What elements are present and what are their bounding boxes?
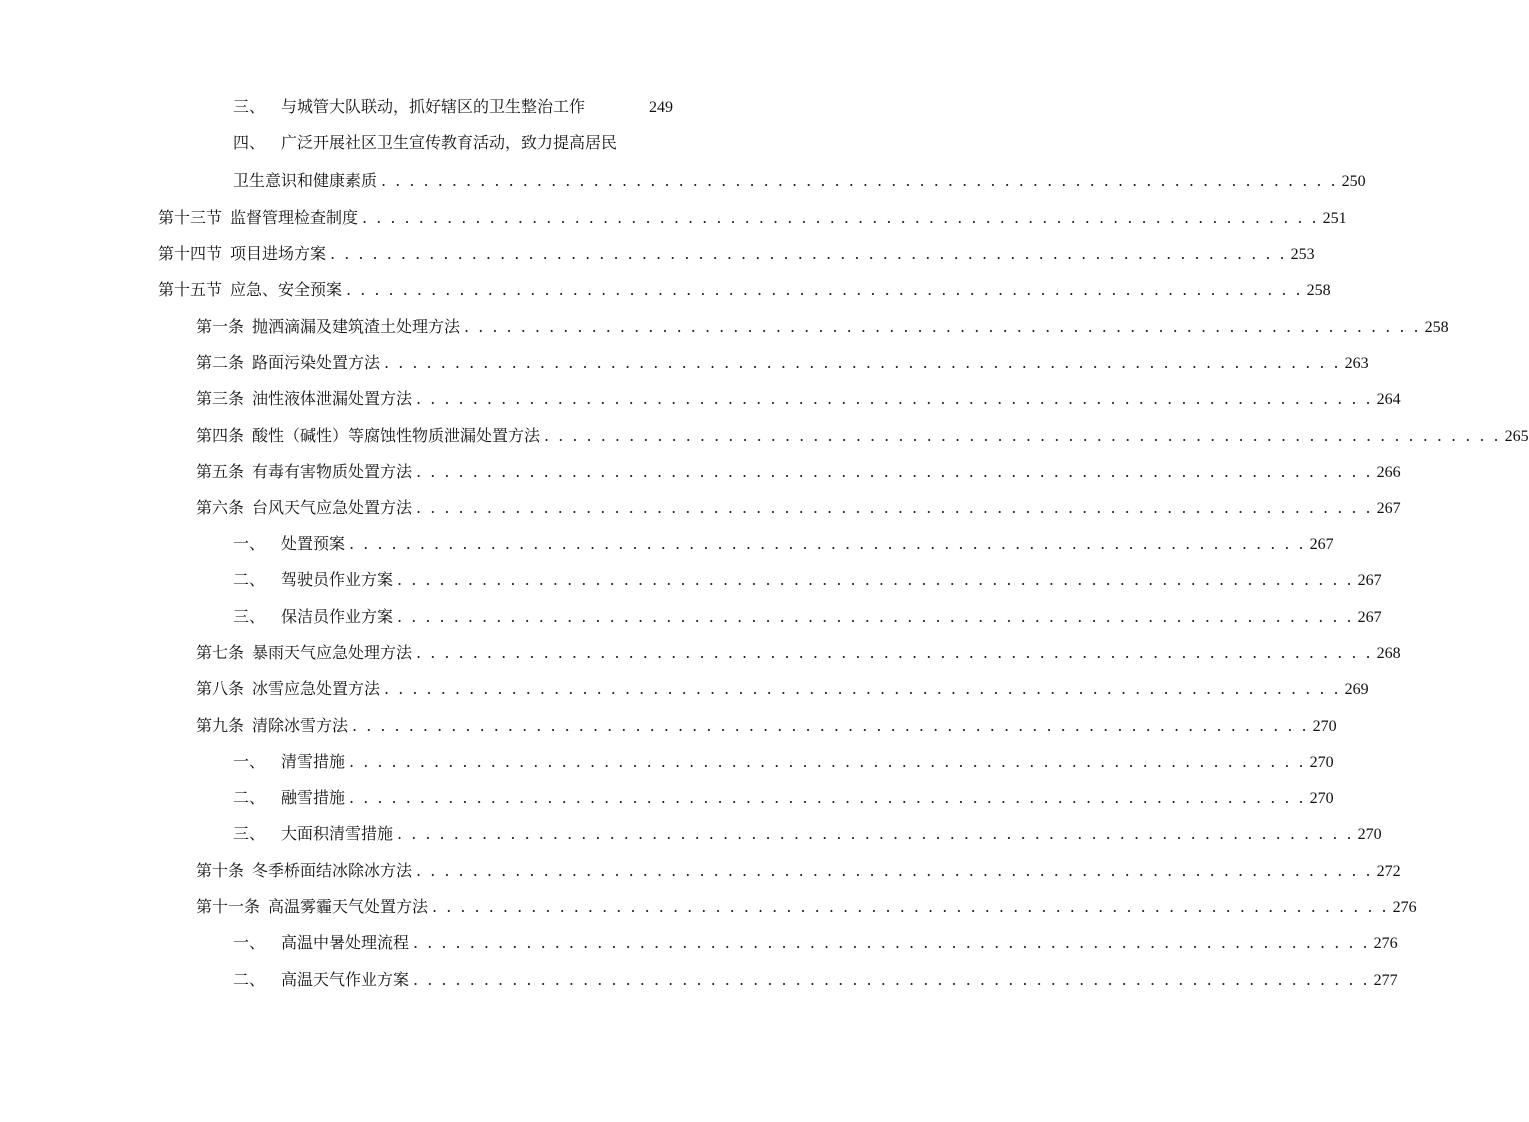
toc-entry-number: 三、 xyxy=(233,607,266,626)
toc-entry-page-number: 276 xyxy=(1392,899,1417,916)
toc-leader-dots: . . . . . . . . . . . . . . . . . . . . . . . . . . . . . . . . . . . . . . . . . . . . . . . . . . . . . . . . . . . . . . . . . . . . xyxy=(384,679,1341,698)
toc-entry[interactable] xyxy=(196,860,1401,882)
toc-entry-title: 高温中暑处理流程 xyxy=(281,933,410,952)
toc-entry-number: 二、 xyxy=(233,788,266,807)
toc-entry-page-number: 250 xyxy=(1341,173,1366,190)
toc-entry[interactable] xyxy=(196,896,1417,918)
toc-leader-dots: . . . . . . . . . . . . . . . . . . . . . . . . . . . . . . . . . . . . . . . . . . . . . . . . . . . . . . . . . . . . . . . . . . . . xyxy=(362,208,1319,227)
toc-entry-title: 应急、安全预案 xyxy=(230,280,343,299)
toc-entry-number: 第十五节 xyxy=(158,280,223,299)
toc-entry-title: 高温天气作业方案 xyxy=(281,970,410,989)
toc-entry-page-number: 258 xyxy=(1424,319,1449,336)
toc-entry[interactable] xyxy=(233,932,1398,954)
toc-entry-page-number: 268 xyxy=(1376,645,1401,662)
toc-leader-dots: . . . . . . . . . . . . . . . . . . . . . . . . . . . . . . . . . . . . . . . . . . . . . . . . . . . . . . . . . . . . . . . . . . . . xyxy=(416,643,1373,662)
toc-leader-dots: . . . . . . . . . . . . . . . . . . . . . . . . . . . . . . . . . . . . . . . . . . . . . . . . . . . . . . . . . . . . . . . . . . . . xyxy=(346,280,1303,299)
toc-leader-dots: . . . . . . . . . . . . . . . . . . . . . . . . . . . . . . . . . . . . . . . . . . . . . . . . . . . . . . . . . . . . . . . . . . . . xyxy=(416,861,1373,880)
toc-entry[interactable] xyxy=(158,207,1347,229)
toc-leader-dots: . . . . . . . . . . . . . . . . . . . . . . . . . . . . . . . . . . . . . . . . . . . . . . . . . . . . . . . . . . . . . . . . . . . . xyxy=(432,897,1389,916)
toc-entry-page-number: 270 xyxy=(1357,826,1382,843)
toc-entry-title: 冰雪应急处置方法 xyxy=(252,679,381,698)
toc-entry-number: 第十三节 xyxy=(158,208,223,227)
toc-leader-dots: . . . . . . . . . . . . . . . . . . . . . . . . . . . . . . . . . . . . . . . . . . . . . . . . . . . . . . . . . . . . . . . . . . . . xyxy=(416,462,1373,481)
toc-entry-number: 第十四节 xyxy=(158,244,223,263)
toc-entry-page-number: 270 xyxy=(1309,790,1334,807)
toc-entry-number: 第三条 xyxy=(196,389,245,408)
toc-entry[interactable] xyxy=(196,461,1401,483)
toc-entry-number: 二、 xyxy=(233,970,266,989)
toc-entry-number: 第八条 xyxy=(196,679,245,698)
toc-entry-number: 第十条 xyxy=(196,861,245,880)
toc-entry[interactable] xyxy=(196,316,1449,338)
toc-entry-title: 暴雨天气应急处理方法 xyxy=(252,643,413,662)
toc-leader-dots: . . . . . . . . . . . . . . . . . . . . . . . . . . . . . . . . . . . . . . . . . . . . . . . . . . . . . . . . . . . . . . . . . . . . xyxy=(413,970,1370,989)
toc-entry-page-number: 270 xyxy=(1309,754,1334,771)
toc-entry-title: 冬季桥面结冰除冰方法 xyxy=(252,861,413,880)
toc-entry-page-number: 270 xyxy=(1312,718,1337,735)
toc-leader-dots: . . . . . . . . . . . . . . . . . . . . . . . . . . . . . . . . . . . . . . . . . . . . . . . . . . . . . . . . . . . . . . . . . . . . xyxy=(349,788,1306,807)
toc-entry-number: 三、 xyxy=(233,97,266,116)
toc-entry-page-number: 269 xyxy=(1344,681,1369,698)
toc-entry-title: 有毒有害物质处置方法 xyxy=(252,462,413,481)
toc-entry[interactable] xyxy=(196,642,1401,664)
toc-entry-title: 广泛开展社区卫生宣传教育活动，致力提高居民 xyxy=(281,133,618,152)
toc-entry-page-number: 251 xyxy=(1322,210,1347,227)
toc-entry[interactable] xyxy=(233,132,673,154)
toc-entry-title: 与城管大队联动，抓好辖区的卫生整治工作 xyxy=(281,97,586,116)
toc-entry-number: 第七条 xyxy=(196,643,245,662)
toc-entry[interactable] xyxy=(158,279,1331,301)
toc-leader-dots: . . . . . . . . . . . . . . . . . . . . . . . . . . . . . . . . . . . . . . . . . . . . . . . . . . . . . . . . . . . . . . . . . . . . xyxy=(544,426,1501,445)
toc-entry[interactable] xyxy=(233,969,1398,991)
toc-leader-dots: . . . . . . . . . . . . . . . . . . . . . . . . . . . . . . . . . . . . . . . . . . . . . . . . . . . . . . . . . . . . . . . . . . . . xyxy=(330,244,1287,263)
toc-entry-page-number: 258 xyxy=(1306,282,1331,299)
toc-entry-page-number: 253 xyxy=(1290,246,1315,263)
toc-entry-page-number: 263 xyxy=(1344,355,1369,372)
toc-entry-title: 卫生意识和健康素质 xyxy=(233,171,378,190)
toc-leader-dots: . . . . . . . . . . . . . . . . . . . . . . . . . . . . . . . . . . . . . . . . . . . . . . . . . . . . . . . . . . . . . . . . . . . . xyxy=(464,317,1421,336)
toc-entry[interactable] xyxy=(158,243,1315,265)
toc-entry[interactable] xyxy=(233,96,673,118)
toc-entry[interactable] xyxy=(196,715,1337,737)
toc-entry[interactable] xyxy=(233,170,1366,192)
toc-leader-dots: . . . . . . . . . . . . . . . . . . . . . . . . . . . . . . . . . . . . . . . . . . . . . . . . . . . . . . . . . . . . . . . . . . . . xyxy=(384,353,1341,372)
toc-entry-page-number: 276 xyxy=(1373,935,1398,952)
toc-entry-title: 抛洒滴漏及建筑渣土处理方法 xyxy=(252,317,461,336)
toc-entry[interactable] xyxy=(233,787,1334,809)
toc-entry-page-number: 267 xyxy=(1357,609,1382,626)
toc-entry-title: 高温雾霾天气处置方法 xyxy=(268,897,429,916)
toc-entry-number: 第六条 xyxy=(196,498,245,517)
toc-leader-dots: . . . . . . . . . . . . . . . . . . . . . . . . . . . . . . . . . . . . . . . . . . . . . . . . . . . . . . . . . . . . . . . . . . . . xyxy=(381,171,1338,190)
toc-leader-dots: . . . . . . . . . . . . . . . . . . . . . . . . . . . . . . . . . . . . . . . . . . . . . . . . . . . . . . . . . . . . . . . . . . . . xyxy=(397,607,1354,626)
toc-entry-page-number: 249 xyxy=(649,99,673,116)
toc-entry-title: 清除冰雪方法 xyxy=(252,716,349,735)
toc-entry-number: 一、 xyxy=(233,933,266,952)
toc-entry[interactable] xyxy=(196,352,1369,374)
toc-entry-number: 三、 xyxy=(233,824,266,843)
toc-entry[interactable] xyxy=(233,606,1382,628)
toc-leader-dots: . . . . . . . . . . . . . . . . . . . . . . . . . . . . . . . . . . . . . . . . . . . . . . . . . . . . . . . . . . . . . . . . . . . . xyxy=(352,716,1309,735)
toc-entry[interactable] xyxy=(196,678,1369,700)
toc-entry-number: 四、 xyxy=(233,133,266,152)
toc-entry-page-number: 267 xyxy=(1357,572,1382,589)
toc-entry-number: 第十一条 xyxy=(196,897,261,916)
toc-entry-number: 第二条 xyxy=(196,353,245,372)
toc-entry-title: 油性液体泄漏处置方法 xyxy=(252,389,413,408)
toc-entry-page-number: 267 xyxy=(1309,536,1334,553)
toc-entry-title: 保洁员作业方案 xyxy=(281,607,394,626)
toc-entry-page-number: 265 xyxy=(1504,428,1529,445)
toc-entry-number: 二、 xyxy=(233,570,266,589)
toc-entry-title: 融雪措施 xyxy=(281,788,346,807)
toc-entry-title: 驾驶员作业方案 xyxy=(281,570,394,589)
toc-leader-dots: . . . . . . . . . . . . . . . . . . . . . . . . . . . . . . . . . . . . . . . . . . . . . . . . . . . . . . . . . . . . . . . . . . . . xyxy=(397,570,1354,589)
toc-entry-page-number: 272 xyxy=(1376,863,1401,880)
toc-entry-title: 处置预案 xyxy=(281,534,346,553)
toc-entry-title: 大面积清雪措施 xyxy=(281,824,394,843)
toc-entry-number: 第五条 xyxy=(196,462,245,481)
toc-leader-dots: . . . . . . . . . . . . . . . . . . . . . . . . . . . . . . . . . . . . . . . . . . . . . . . . . . . . . . . . . . . . . . . . . . . . xyxy=(416,389,1373,408)
toc-entry-number: 一、 xyxy=(233,752,266,771)
toc-entry-page-number: 266 xyxy=(1376,464,1401,481)
toc-leader-dots: . . . . . . . . . . . . . . . . . . . . . . . . . . . . . . . . . . . . . . . . . . . . . . . . . . . . . . . . . . . . . . . . . . . . xyxy=(349,752,1306,771)
toc-entry-number: 第一条 xyxy=(196,317,245,336)
toc-entry-title: 监督管理检查制度 xyxy=(230,208,359,227)
toc-entry-number: 第四条 xyxy=(196,426,245,445)
toc-entry-number: 第九条 xyxy=(196,716,245,735)
toc-entry-title: 台风天气应急处置方法 xyxy=(252,498,413,517)
toc-entry[interactable] xyxy=(196,388,1401,410)
toc-entry-title: 项目进场方案 xyxy=(230,244,327,263)
toc-entry-number: 一、 xyxy=(233,534,266,553)
toc-leader-dots: . . . . . . . . . . . . . . . . . . . . . . . . . . . . . . . . . . . . . . . . . . . . . . . . . . . . . . . . . . . . . . . . . . . . xyxy=(397,824,1354,843)
toc-leader-dots: . . . . . . . . . . . . . . . . . . . . . . . . . . . . . . . . . . . . . . . . . . . . . . . . . . . . . . . . . . . . . . . . . . . . xyxy=(416,498,1373,517)
toc-entry[interactable] xyxy=(233,533,1334,555)
toc-entry[interactable] xyxy=(196,497,1401,519)
toc-entry-title: 清雪措施 xyxy=(281,752,346,771)
toc-leader-dots: . . . . . . . . . . . . . . . . . . . . . . . . . . . . . . . . . . . . . . . . . . . . . . . . . . . . . . . . . . . . . . . . . . . . xyxy=(349,534,1306,553)
toc-leader-dots: . . . . . . . . . . . . . . . . . . . . . . . . . . . . . . . . . . . . . . . . . . . . . . . . . . . . . . . . . . . . . . . . . . . . xyxy=(413,933,1370,952)
toc-entry-title: 酸性（碱性）等腐蚀性物质泄漏处置方法 xyxy=(252,426,541,445)
toc-entry-page-number: 264 xyxy=(1376,391,1401,408)
toc-entry-page-number: 267 xyxy=(1376,500,1401,517)
toc-entry[interactable] xyxy=(233,823,1382,845)
toc-entry[interactable] xyxy=(196,425,1529,447)
toc-entry[interactable] xyxy=(233,751,1334,773)
toc-entry-page-number: 277 xyxy=(1373,972,1398,989)
toc-entry[interactable] xyxy=(233,569,1382,591)
toc-entry-title: 路面污染处置方法 xyxy=(252,353,381,372)
